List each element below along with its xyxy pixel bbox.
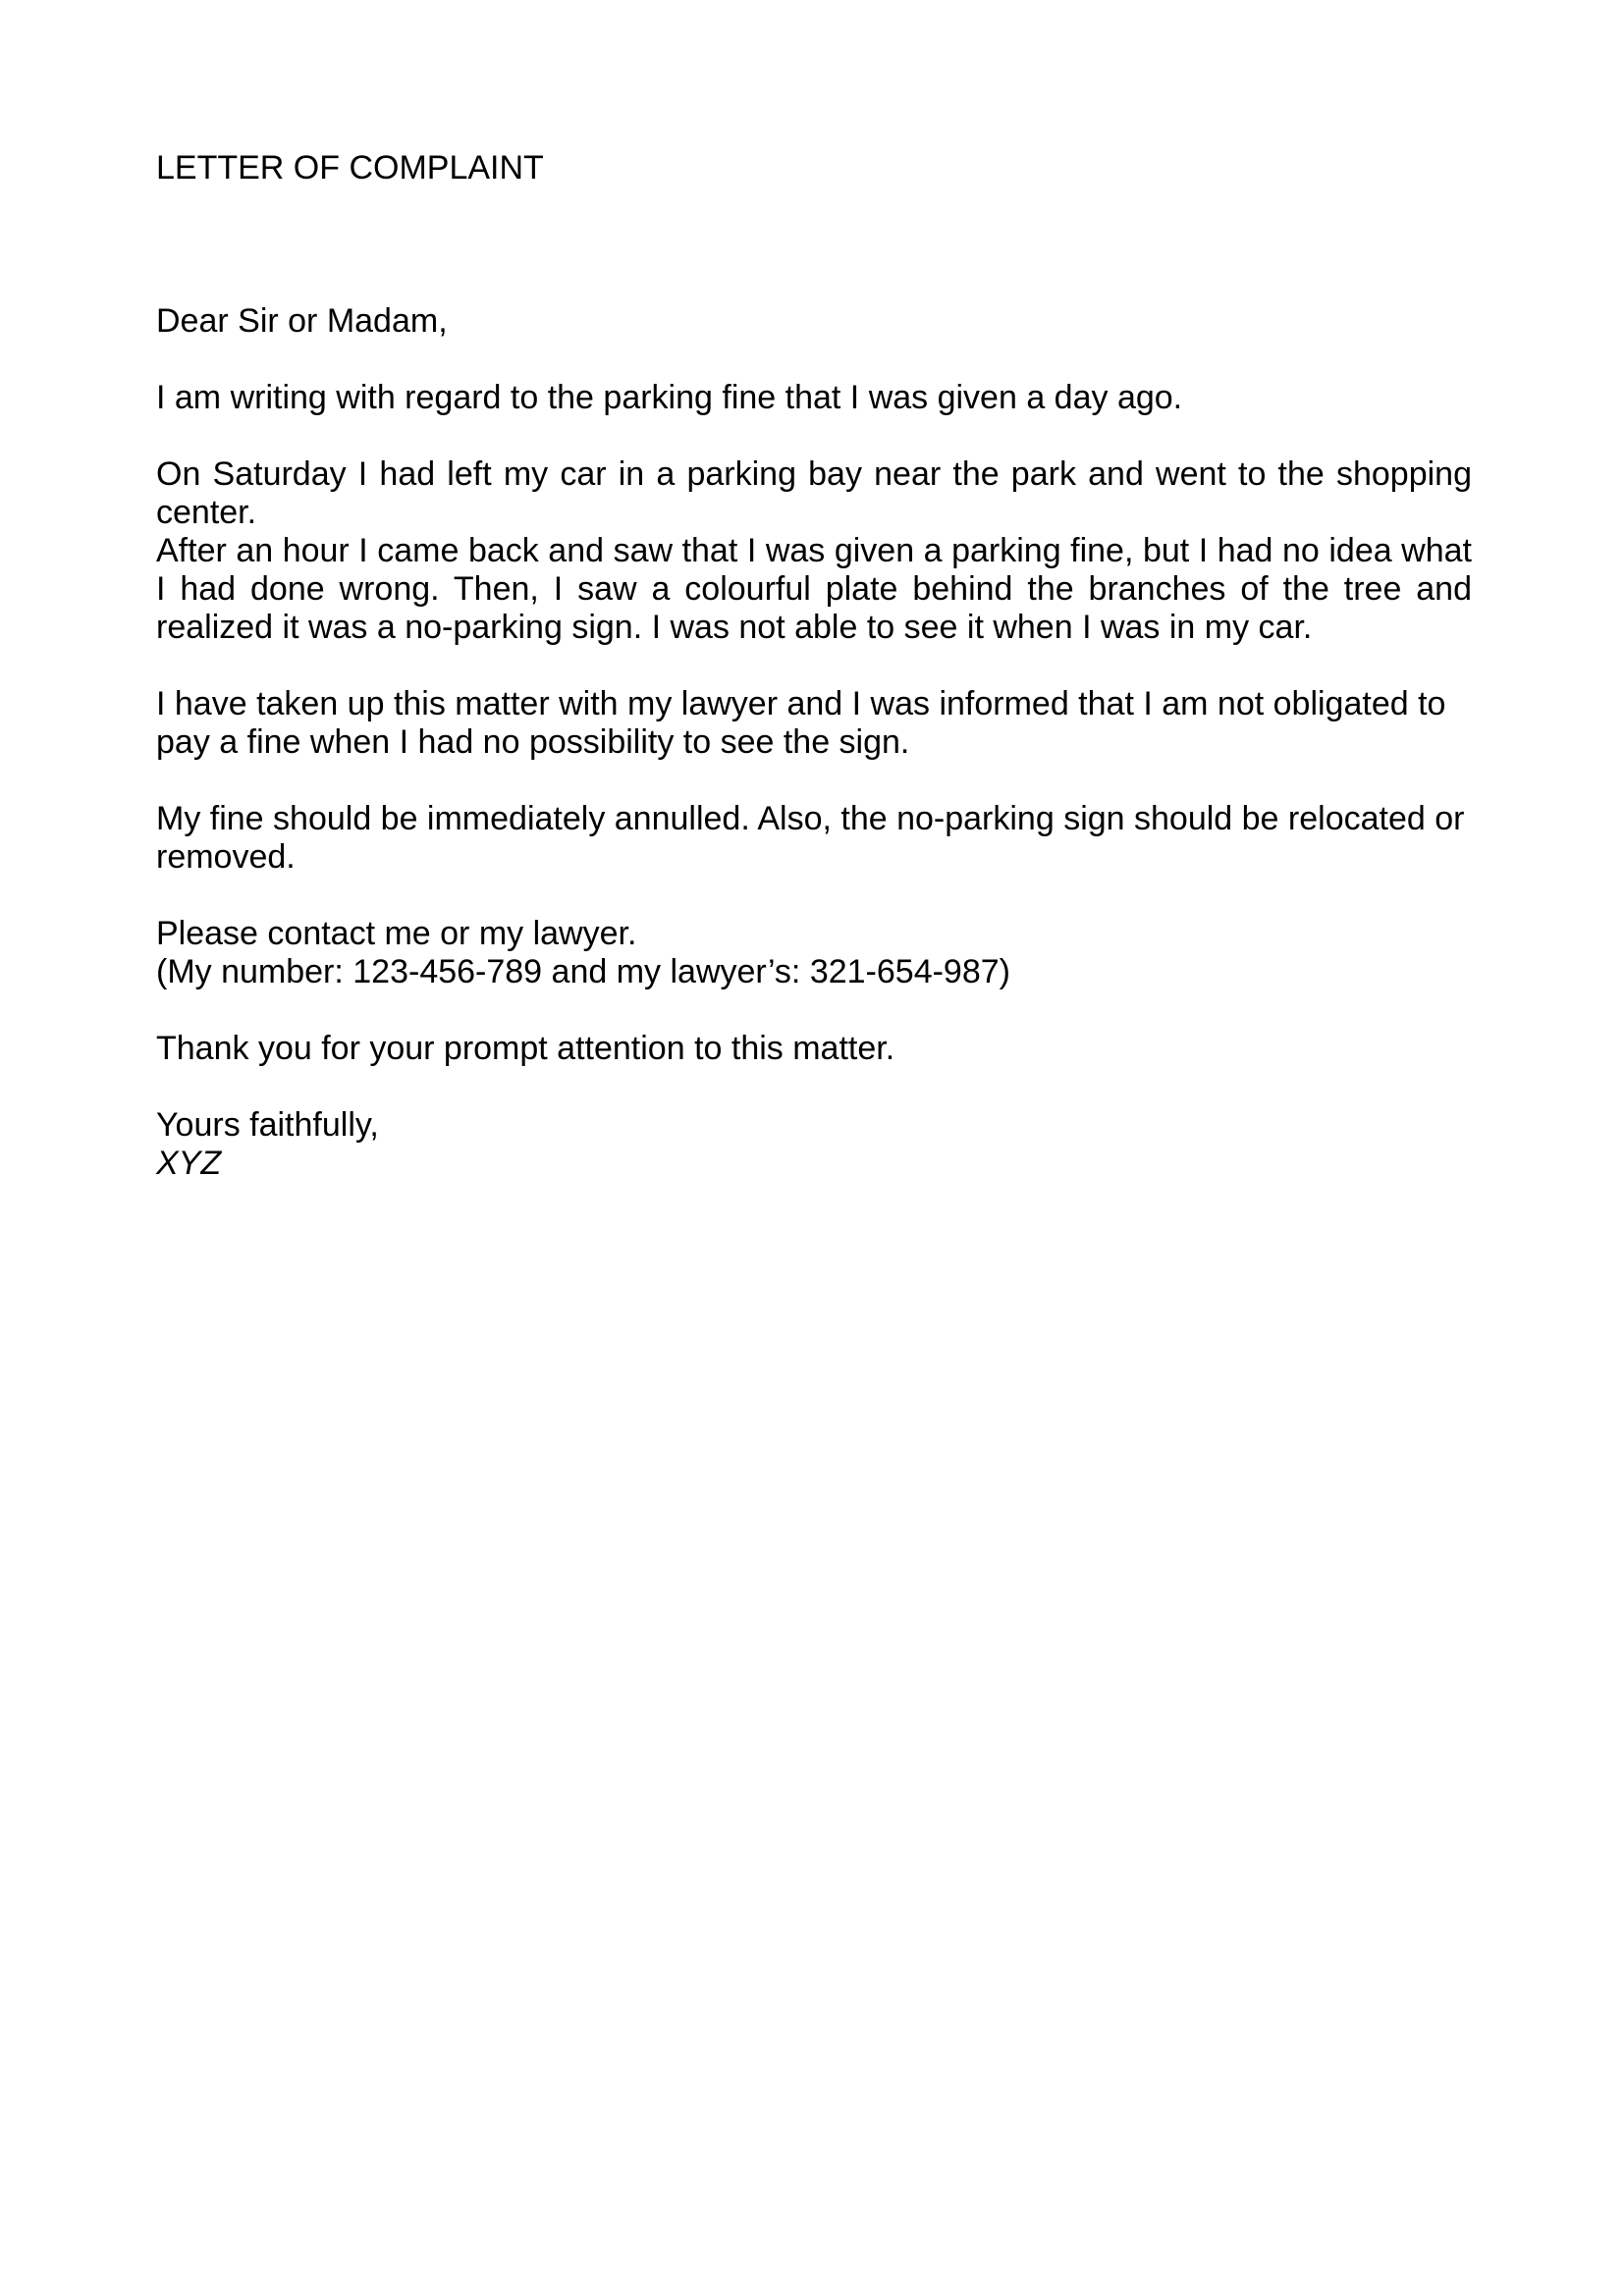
paragraph-intro: I am writing with regard to the parking fine that I was given a day ago. — [156, 379, 1183, 416]
closing-block — [156, 1106, 1472, 1183]
paragraph-lawyer: I have taken up this matter with my lawyer and I was informed that I am not obligated to pay a fine when I had no possibility to see the sign. — [156, 685, 1446, 761]
salutation: Dear Sir or Madam, — [156, 302, 448, 340]
letter-title: LETTER OF COMPLAINT — [156, 149, 544, 187]
paragraph-demand: My fine should be immediately annulled. Also, the no-parking sign should be relocated or removed. — [156, 800, 1465, 876]
thanks-line: Thank you for your prompt attention to this matter. — [156, 1030, 895, 1067]
paragraph-saturday: On Saturday I had left my car in a parking bay near the park and went to the shopping center. — [156, 455, 1472, 531]
contact-line: Please contact me or my lawyer. — [156, 915, 637, 952]
phone-numbers-line: (My number: 123-456-789 and my lawyer’s: 321-654-987) — [156, 953, 1010, 990]
closing-line: Yours faithfully, — [156, 1106, 379, 1144]
contact-block — [156, 915, 1472, 991]
paragraph-fine-found: After an hour I came back and saw that I was given a parking fine, but I had no idea what I had done wrong. Then, I saw a colourful plate behind the branches of the tree and realized it was a no-parking sign. I was not able to see it when I was in my car. — [156, 532, 1472, 646]
signature-name: XYZ — [156, 1145, 222, 1182]
letter-body — [156, 149, 1472, 1183]
